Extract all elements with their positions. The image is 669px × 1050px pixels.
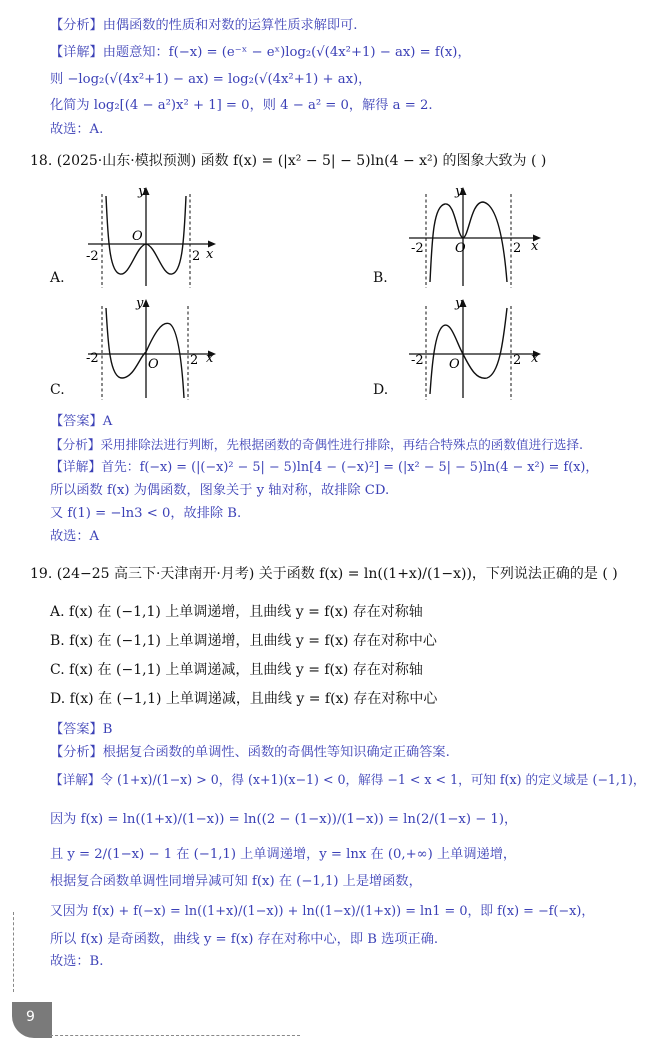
option-b: B. f(x) 在 (−1,1) 上单调递增，且曲线 y = f(x) 存在对称中心 <box>50 633 437 649</box>
tick-neg2: -2 <box>86 351 99 366</box>
answer-line: 【答案】B <box>50 722 113 737</box>
answer-line: 故选：A. <box>50 122 104 137</box>
detail-line: 因为 f(x) = ln((1+x)/(1−x)) = ln((2 − (1−x))/(1−x)) = ln(2/(1−x) − 1)， <box>50 812 518 827</box>
question-18-stem: 18. (2025·山东·模拟预测) 函数 f(x) = (|x² − 5| − 5)ln(4 − x²) 的图象大致为 ( ) <box>30 153 547 169</box>
graph-option-d <box>405 294 547 402</box>
graph-option-c <box>84 294 224 402</box>
page-border-dashed <box>13 912 14 992</box>
option-c-label: C. <box>50 382 65 398</box>
detail-line: 又 f(1) = −ln3 < 0，故排除 B. <box>50 506 242 521</box>
x-axis-label: x <box>531 351 539 366</box>
detail-line: 根据复合函数单调性同增异减可知 f(x) 在 (−1,1) 上是增函数， <box>50 874 422 889</box>
x-axis-label: x <box>206 351 214 366</box>
tick-neg2: -2 <box>411 241 424 256</box>
y-axis-label: y <box>138 184 146 199</box>
tick-pos2: 2 <box>513 241 522 256</box>
analysis-line: 【分析】采用排除法进行判断，先根据函数的奇偶性进行排除，再结合特殊点的函数值进行选择. <box>50 437 583 452</box>
detail-line: 所以函数 f(x) 为偶函数，图象关于 y 轴对称，故排除 CD. <box>50 483 390 498</box>
tick-neg2: -2 <box>411 353 424 368</box>
origin-label: O <box>455 241 466 256</box>
option-d-label: D. <box>373 382 389 398</box>
option-b-label: B. <box>373 270 388 286</box>
option-c: C. f(x) 在 (−1,1) 上单调递减，且曲线 y = f(x) 存在对称轴 <box>50 662 423 678</box>
answer-line: 故选：B. <box>50 954 104 969</box>
analysis-line: 【分析】根据复合函数的单调性、函数的奇偶性等知识确定正确答案. <box>50 745 450 760</box>
origin-label: O <box>449 357 460 372</box>
footer-dashed-line <box>50 1035 300 1036</box>
answer-line: 【答案】A <box>50 414 113 429</box>
detail-line: 所以 f(x) 是奇函数，曲线 y = f(x) 存在对称中心，即 B 选项正确. <box>50 932 439 947</box>
tick-pos2: 2 <box>190 353 199 368</box>
detail-line: 【详解】由题意知：f(−x) = (e⁻ˣ − eˣ)log₂(√(4x²+1) − ax) = f(x)， <box>50 45 471 60</box>
y-axis-label: y <box>455 296 463 311</box>
tick-pos2: 2 <box>513 353 522 368</box>
page-number: 9 <box>26 1009 35 1025</box>
option-d: D. f(x) 在 (−1,1) 上单调递减，且曲线 y = f(x) 存在对称中心 <box>50 691 438 707</box>
tick-pos2: 2 <box>192 249 201 264</box>
origin-label: O <box>148 357 159 372</box>
detail-line: 【详解】首先：f(−x) = (|(−x)² − 5| − 5)ln[4 − (−x)²] = (|x² − 5| − 5)ln(4 − x²) = f(x)， <box>50 460 599 475</box>
x-axis-label: x <box>531 239 539 254</box>
graph-option-b <box>405 182 547 290</box>
detail-line: 且 y = 2/(1−x) − 1 在 (−1,1) 上单调递增，y = lnx 在 (0,+∞) 上单调递增， <box>50 847 517 862</box>
question-19-stem: 19. (24−25 高三下·天津南开·月考) 关于函数 f(x) = ln((1+x)/(1−x))，下列说法正确的是 ( ) <box>30 566 618 582</box>
detail-line: 【详解】令 (1+x)/(1−x) > 0，得 (x+1)(x−1) < 0，解得 −1 < x < 1，可知 f(x) 的定义域是 (−1,1)， <box>50 772 646 787</box>
y-axis-label: y <box>455 184 463 199</box>
analysis-line: 【分析】由偶函数的性质和对数的运算性质求解即可. <box>50 18 358 33</box>
tick-neg2: -2 <box>86 249 99 264</box>
graph-option-a <box>84 182 220 290</box>
detail-line: 则 −log₂(√(4x²+1) − ax) = log₂(√(4x²+1) + ax)， <box>50 72 372 87</box>
option-a: A. f(x) 在 (−1,1) 上单调递增，且曲线 y = f(x) 存在对称轴 <box>50 604 423 620</box>
x-axis-label: x <box>206 247 214 262</box>
origin-label: O <box>132 229 143 244</box>
detail-line: 又因为 f(x) + f(−x) = ln((1+x)/(1−x)) + ln((1−x)/(1+x)) = ln1 = 0，即 f(x) = −f(−x)， <box>50 904 595 919</box>
option-a-label: A. <box>50 270 65 286</box>
answer-line: 故选：A <box>50 529 100 544</box>
detail-line: 化简为 log₂[(4 − a²)x² + 1] = 0，则 4 − a² = 0，解得 a = 2. <box>50 98 433 113</box>
y-axis-label: y <box>136 296 144 311</box>
